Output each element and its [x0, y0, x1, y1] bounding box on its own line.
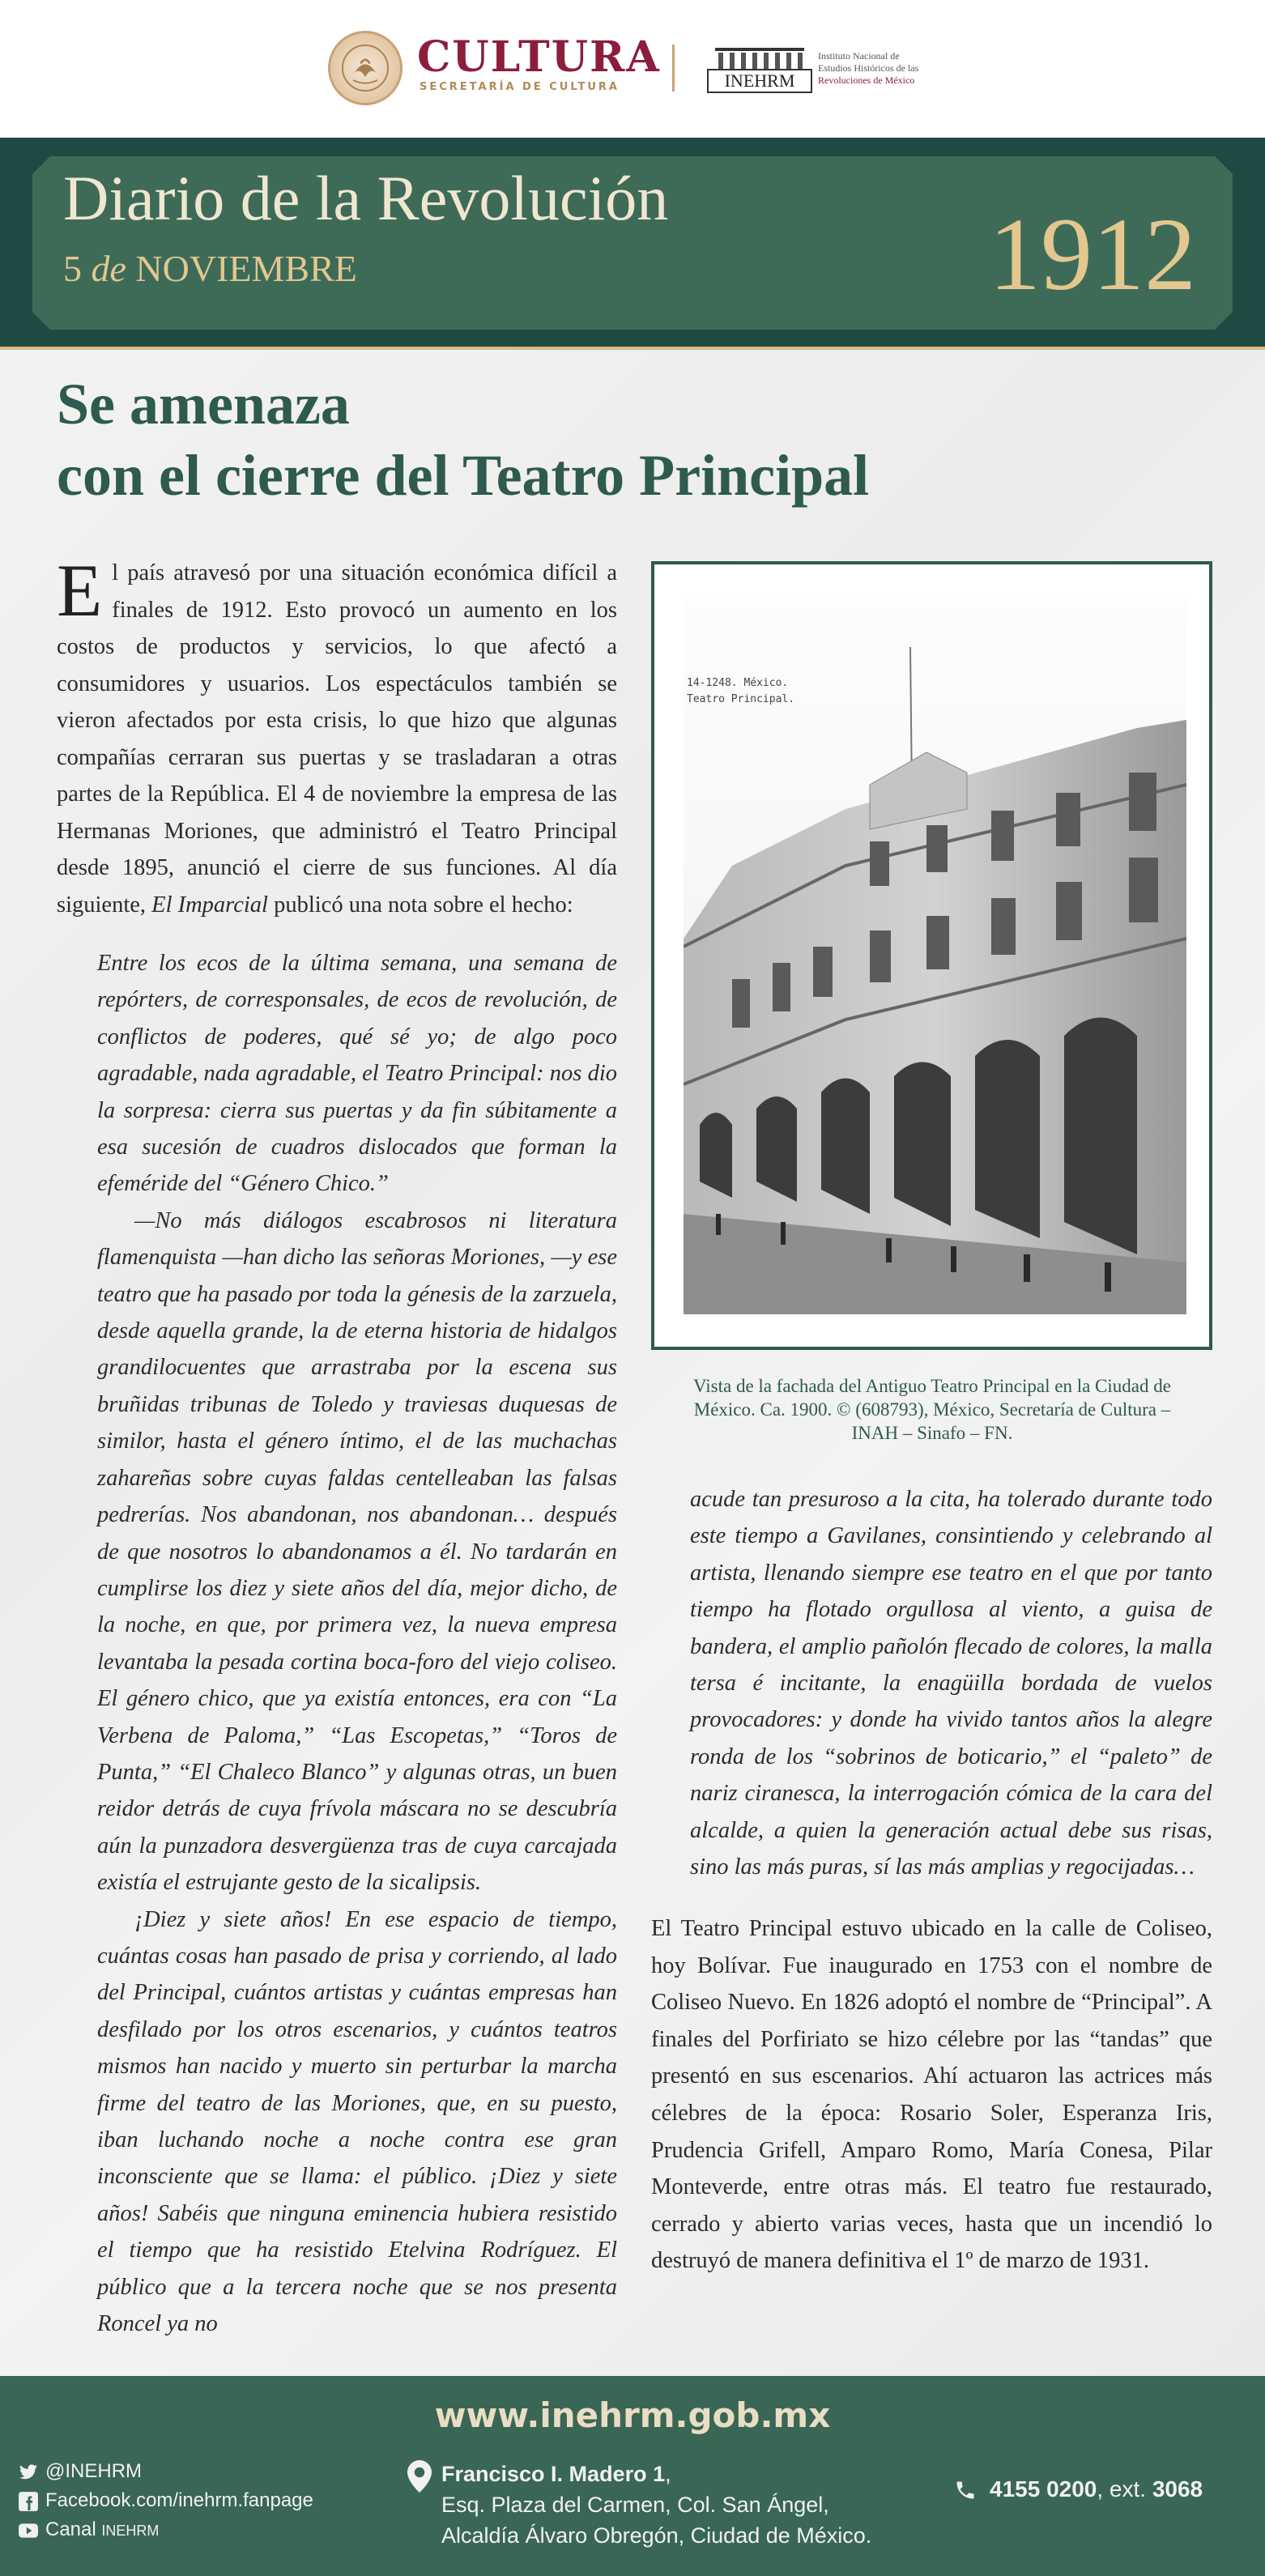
address-line-2: Esq. Plaza del Carmen, Col. San Ángel,	[441, 2493, 829, 2517]
drop-cap: E	[57, 549, 103, 632]
banner-de: de	[91, 248, 126, 289]
cultura-logo-subtitle: SECRETARÍA DE CULTURA	[420, 81, 620, 93]
address-street: Francisco I. Madero 1	[441, 2462, 666, 2486]
article-intro	[57, 549, 617, 923]
facebook-icon	[18, 2491, 39, 2512]
phone-icon	[954, 2478, 977, 2502]
quote-paragraph-3: ¡Diez y siete años! En ese espacio de tiempo, cuántas cosas han pasado de prisa y corriendo, al lado del Principal, cuántos artistas y cuántas empresas han desfilado por los otros escenarios, y cuántos teatros mismos han nacido y muerto sin perturbar la marcha firme del teatro de las Moriones, que, en su puesto, iban luchando noche a noche contra ese gran inconsciente que se llama: el público. ¡Diez y siete años! Sabéis que ninguna eminencia hubiera resistido el tiempo que ha resistido Etelvina Rodríguez. El público que a la tercera noche que se nos presenta Roncel ya no	[97, 1906, 617, 2337]
inehrm-logo	[707, 45, 812, 93]
phone-main: 4155 0200	[990, 2476, 1097, 2501]
building-icon	[707, 45, 812, 72]
banner-day: 5	[63, 248, 82, 289]
address-line-3: Alcaldía Álvaro Obregón, Ciudad de México.	[441, 2523, 872, 2548]
location-pin-icon	[407, 2460, 432, 2493]
banner-title: Diario de la Revolución	[63, 163, 669, 233]
youtube-icon	[18, 2520, 39, 2541]
quote-paragraph-2: —No más diálogos escabrosos ni literatura flamenquista —han dicho las señoras Moriones, —y ese teatro que ha pasado por toda la génesis de la zarzuela, desde aquella grande, la de eterna historia de hidalgos grandilocuentes que arrastraba por la escena sus bruñidas tribunas de Toledo y traviesas duquesas de similor, hasta el género íntimo, el de las muchachas zahareñas sobre cuyas faldas centelleaban las falsas pedrerías. Nos abandonan, nos abandonan… después de que nosotros lo abandonamos a él. No tardarán en cumplirse los diez y siete años del día, mejor dicho, de la noche, en que, por primera vez, la nueva empresa levantaba la pesada cortina boca-foro del viejo coliseo. El género chico, que ya existía entonces, era con “La Verbena de Paloma,” “Las Escopetas,” “Toros de Punta,” “El Chaleco Blanco” y algunas otras, un buen reidor detrás de cuya frívola máscara no se descubría aún la punzadora desvergüenza tras de cuya carcajada existía el estrujante gesto de la sicalipsis.	[97, 1207, 617, 1896]
inehrm-logo-word: INEHRM	[707, 69, 812, 93]
cultura-logo-title: CULTURA	[417, 32, 661, 82]
inehrm-line-1: Instituto Nacional de	[818, 50, 900, 62]
photo-inscription-1: 14-1248. México.	[687, 677, 789, 689]
banner-month: NOVIEMBRE	[135, 248, 357, 289]
inehrm-line-3: Revoluciones de México	[818, 75, 915, 86]
address-comma: ,	[665, 2462, 671, 2486]
facebook-url: Facebook.com/inehrm.fanpage	[45, 2489, 313, 2511]
twitter-icon	[18, 2462, 39, 2483]
phone-ext-label: , ext.	[1097, 2476, 1147, 2501]
intro-text: l país atravesó por una situación económica difícil a finales de 1912. Esto provocó un aumento en los costos de productos y servicios, lo que afectó a consumidores y usuarios. Los espectáculos también se vieron afectados por esta crisis, lo que hizo que algunas compañías cerraran sus puertas y se trasladaran a otras partes de la República. El 4 de noviembre la empresa de las Hermanas Moriones, que administró el Teatro Principal desde 1895, anunció el cierre de sus funciones. Al día siguiente,	[57, 560, 617, 918]
inehrm-line-2: Estudios Históricos de las	[818, 62, 919, 74]
quote-column-right	[690, 1481, 1212, 1885]
closing-paragraph: El Teatro Principal estuvo ubicado en la calle de Coliseo, hoy Bolívar. Fue inaugurado en 1753 con el nombre de Coliseo Nuevo. En 1826 adoptó el nombre de “Principal”. A finales del Porfiriato se hizo célebre por las “tandas” que presentó en sus escenarios. Ahí actuaron las actrices más célebres de la época: Rosario Soler, Esperanza Iris, Prudencia Grifell, Amparo Romo, María Conesa, Pilar Monteverde, entre otras más. El teatro fue restaurado, cerrado y abierto varias veces, hasta que un incendió lo destruyó de manera definitiva el 1º de marzo de 1931.	[651, 1916, 1212, 2274]
photo-frame	[651, 561, 1212, 1350]
address	[441, 2459, 871, 2551]
headline-line-2: con el cierre del Teatro Principal	[57, 443, 870, 508]
twitter-handle: @INEHRM	[45, 2460, 143, 2482]
photo-caption: Vista de la fachada del Antiguo Teatro Principal en la Ciudad de México. Ca. 1900. © (608793), México, Secretaría de Cultura – INAH – Sinafo – FN.	[693, 1376, 1171, 1443]
banner-gold-line	[0, 347, 1265, 350]
banner-date	[63, 247, 357, 290]
quote-column-left	[97, 945, 617, 2342]
phone-number[interactable]	[990, 2476, 1203, 2502]
newspaper-name: El Imparcial	[151, 892, 268, 918]
intro-text-end: publicó una nota sobre el hecho:	[267, 892, 573, 918]
youtube-link[interactable]	[18, 2519, 159, 2541]
youtube-channel-name: INEHRM	[101, 2523, 160, 2539]
quote-paragraph-4: acude tan presuroso a la cita, ha tolerado durante todo este tiempo a Gavilanes, consintiendo y celebrando al artista, llenando siempre ese teatro en el que por tanto tiempo ha flotado orgullosa al viento, a guisa de bandera, el amplio pañolón flecado de colores, la malla tersa é incitante, la enagüilla bordada de vuelos provocadores: y donde ha vivido tantos años la alegre ronda de los “sobrinos de boticario,” el “paleto” de nariz ciranesca, la interrogación cómica de la cara del alcalde, a quien la generación actual debe sus risas, sino las más puras, sí las más amplias y regocijadas…	[690, 1487, 1212, 1880]
article-headline	[57, 368, 1190, 511]
youtube-prefix: Canal	[45, 2519, 96, 2540]
teatro-principal-photo	[684, 598, 1186, 1314]
headline-line-1: Se amenaza	[57, 372, 350, 436]
eagle-icon	[330, 33, 400, 103]
inehrm-logo-text	[818, 50, 918, 87]
website-link[interactable]: www.inehrm.gob.mx	[434, 2395, 831, 2435]
mexico-seal-logo	[328, 31, 402, 105]
twitter-link[interactable]	[18, 2460, 142, 2483]
banner-year: 1912	[989, 197, 1196, 312]
logo-divider	[672, 45, 675, 92]
photo-inscription-2: Teatro Principal.	[687, 693, 795, 705]
facebook-link[interactable]	[18, 2489, 313, 2512]
phone-ext: 3068	[1152, 2476, 1203, 2501]
quote-paragraph-1: Entre los ecos de la última semana, una semana de repórters, de corresponsales, de ecos de revolución, de conflictos de poderes, qué sé yo; de algo poco agradable, nada agradable, el Teatro Principal: nos dio la sorpresa: cierra sus puertas y da fin súbitamente a esa sucesión de cuadros dislocados que forman la efeméride del “Género Chico.”	[97, 951, 617, 1197]
